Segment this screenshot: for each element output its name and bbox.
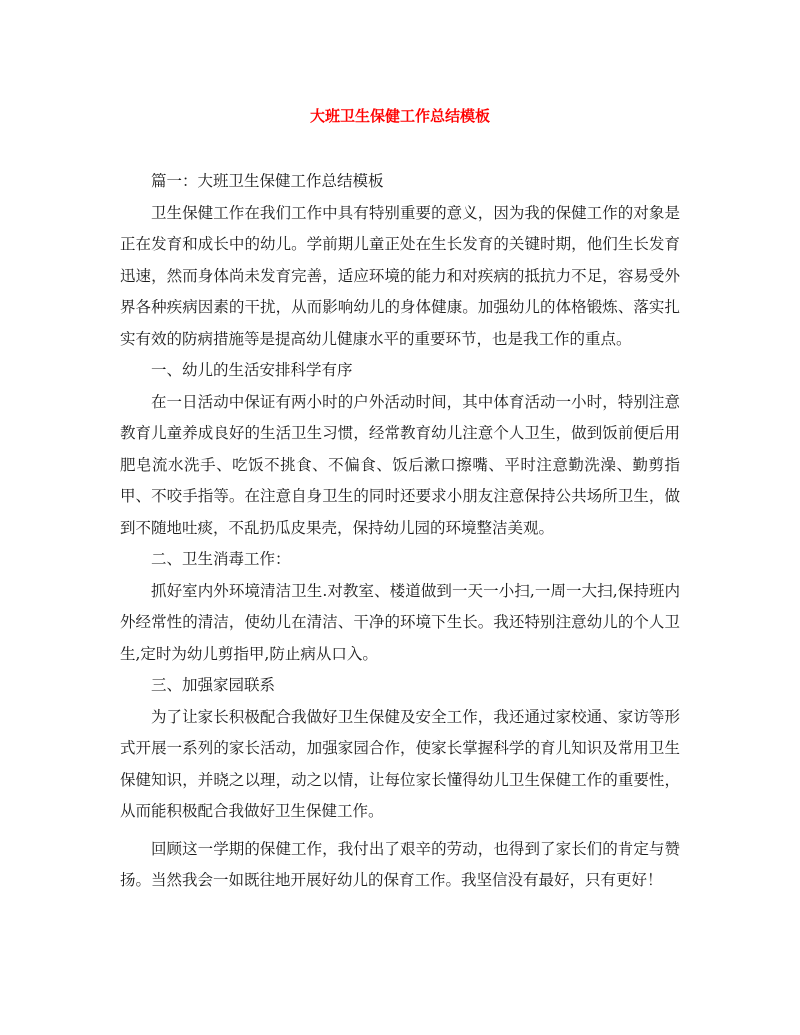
document-body [120,166,680,897]
section-2-paragraph: 抓好室内外环境清洁卫生.对教室、楼道做到一天一小扫,一周一大扫,保持班内外经常性的清洁，使幼儿在清洁、干净的环境下生长。我还特别注意幼儿的个人卫生,定时为幼儿剪指甲,防止病从口入。 [120,581,680,663]
intro-paragraph: 卫生保健工作在我们工作中具有特别重要的意义，因为我的保健工作的对象是正在发育和成长中的幼儿。学前期儿童正处在生长发育的关键时期，他们生长发育迅速，然而身体尚未发育完善，适应环境的能力和对疾病的抵抗力不足，容易受外界各种疾病因素的干扰，从而影响幼儿的身体健康。加强幼儿的体格锻炼、落实扎实有效的防病措施等是提高幼儿健康水平的重要环节，也是我工作的重点。 [120,203,680,348]
document-subtitle: 篇一：大班卫生保健工作总结模板 [151,172,384,190]
document-title: 大班卫生保健工作总结模板 [309,107,490,125]
section-3-heading: 三、加强家园联系 [151,676,276,694]
section-1-heading: 一、幼儿的生活安排科学有序 [151,361,353,379]
section-2-heading: 二、卫生消毒工作： [151,550,291,568]
section-1-paragraph: 在一日活动中保证有两小时的户外活动时间，其中体育活动一小时，特别注意教育儿童养成良好的生活卫生习惯，经常教育幼儿注意个人卫生，做到饭前便后用肥皂流水洗手、吃饭不挑食、不偏食、饭后漱口擦嘴、平时注意勤洗澡、勤剪指甲、不咬手指等。在注意自身卫生的同时还要求小朋友注意保持公共场所卫生，做到不随地吐痰，不乱扔瓜皮果壳，保持幼儿园的环境整洁美观。 [120,392,680,537]
section-3-paragraph: 为了让家长积极配合我做好卫生保健及安全工作，我还通过家校通、家访等形式开展一系列的家长活动，加强家园合作，使家长掌握科学的育儿知识及常用卫生保健知识，并晓之以理，动之以情，让每位家长懂得幼儿卫生保健工作的重要性，从而能积极配合我做好卫生保健工作。 [120,707,680,820]
conclusion-paragraph: 回顾这一学期的保健工作，我付出了艰辛的劳动，也得到了家长们的肯定与赞扬。当然我会一如既往地开展好幼儿的保育工作。我坚信没有最好，只有更好！ [120,839,680,889]
